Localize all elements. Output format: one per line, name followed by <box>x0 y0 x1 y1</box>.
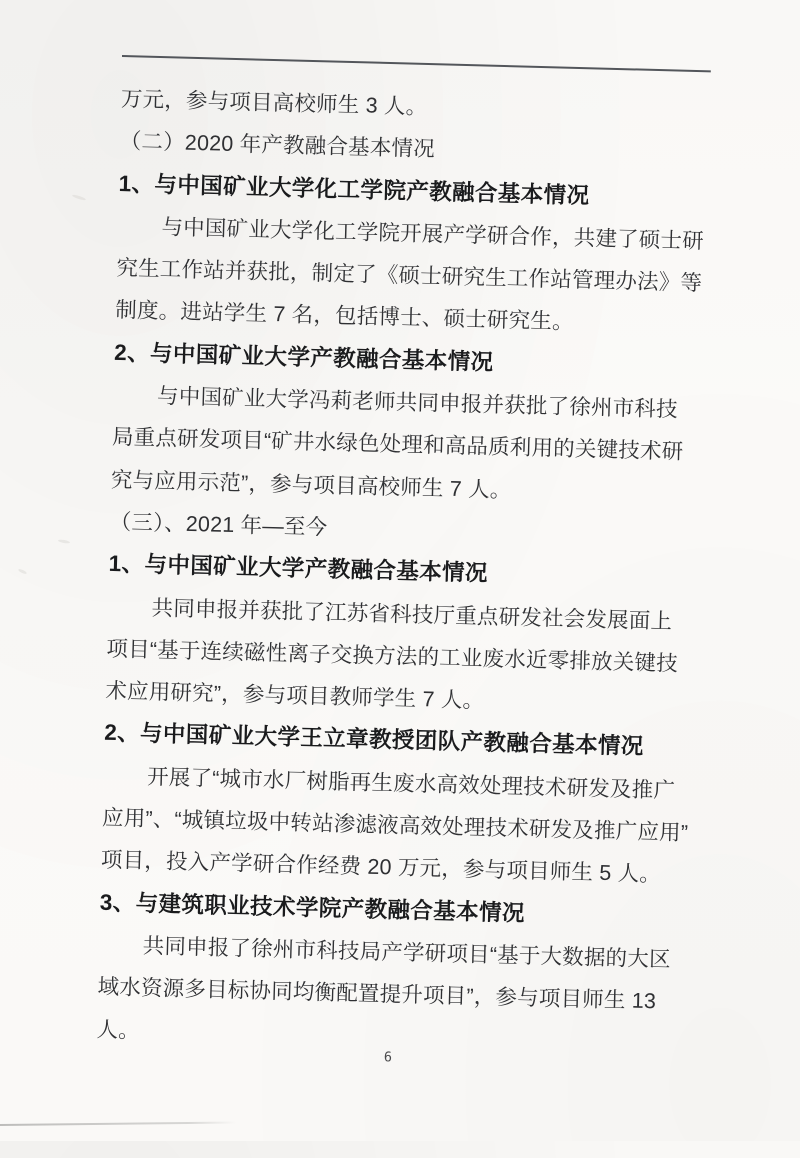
section-heading: 1、与中国矿业大学化工学院产教融合基本情况 <box>118 170 590 208</box>
section-heading: 3、与建筑职业技术学院产教融合基本情况 <box>99 889 526 926</box>
paragraph-line: 究生工作站并获批，制定了《硕士研究生工作站管理办法》等 <box>116 256 703 296</box>
paragraph-line: 究与应用示范”，参与项目高校师生 7 人。 <box>110 467 512 503</box>
paragraph-line: 人。 <box>96 1017 141 1043</box>
paragraph-line: 与中国矿业大学冯莉老师共同申报并获批了徐州市科技 <box>156 384 679 422</box>
section-heading: 1、与中国矿业大学产教融合基本情况 <box>108 551 489 587</box>
paragraph-line: 共同申报并获批了江苏省科技厅重点研发社会发展面上 <box>151 595 673 634</box>
subsection-label: （三）、2021 年—至今 <box>109 509 328 540</box>
subsection-label: （二）2020 年产教融合基本情况 <box>119 129 436 162</box>
document-body <box>96 78 721 1066</box>
section-heading: 2、与中国矿业大学王立章教授团队产教融合基本情况 <box>103 720 645 760</box>
paragraph-line: 项目“基于连续磁性离子交换方法的工业废水近零排放关键技 <box>106 636 679 676</box>
paragraph-line: 共同申报了徐州市科技局产学研项目“基于大数据的大区 <box>142 933 672 972</box>
paragraph-line: 应用”、“城镇垃圾中转站渗滤液高效处理技术研发及推广应用” <box>101 805 689 846</box>
section-heading: 2、与中国矿业大学产教融合基本情况 <box>113 339 494 375</box>
paragraph-line: 与中国矿业大学化工学院开展产学研合作，共建了硕士研 <box>161 214 705 254</box>
paragraph-line: 项目，投入产学研合作经费 20 万元，参与项目师生 5 人。 <box>100 848 662 887</box>
page-number: 6 <box>383 1049 393 1066</box>
paragraph-line: 开展了“城市水厂树脂再生废水高效处理技术研发及推广 <box>146 764 676 803</box>
paragraph-line: 制度。进站学生 7 名，包括博士、硕士研究生。 <box>115 298 575 335</box>
header-rule <box>122 55 711 72</box>
paragraph-line: 局重点研发项目“矿井水绿色处理和高品质利用的关键技术研 <box>111 425 684 465</box>
text-line: 万元，参与项目高校师生 3 人。 <box>120 86 428 120</box>
paragraph-line: 术应用研究”，参与项目教师学生 7 人。 <box>105 678 485 713</box>
paragraph-line: 域水资源多目标协同均衡配置提升项目”，参与项目师生 13 <box>97 974 657 1014</box>
